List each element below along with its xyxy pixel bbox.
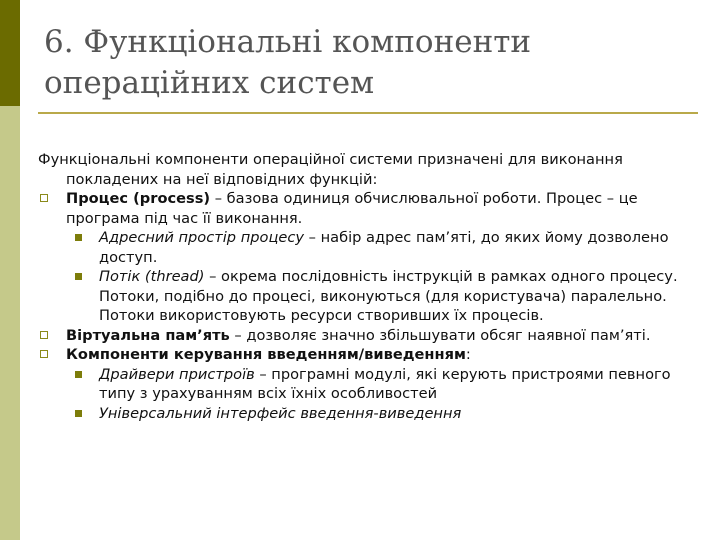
left-bar-dark-segment bbox=[0, 0, 20, 106]
slide-title bbox=[44, 22, 684, 104]
intro-paragraph: Функціональні компоненти операційної системи призначені для виконання покладених на неї відповідних функцій: bbox=[38, 151, 623, 188]
sub-item-thread bbox=[38, 267, 688, 326]
square-filled-bullet-icon bbox=[75, 273, 82, 280]
slide-title-line-2: операційних систем bbox=[44, 65, 375, 101]
title-underline bbox=[38, 112, 698, 114]
term-device-drivers: Драйвери пристроїв bbox=[99, 365, 255, 383]
text-virtual-memory: – дозволяє значно збільшувати обсяг наявної пам’яті. bbox=[229, 326, 651, 344]
term-address-space: Адресний простір процесу bbox=[99, 229, 305, 246]
sub-item-device-drivers bbox=[38, 365, 688, 404]
square-filled-bullet-icon bbox=[75, 410, 82, 417]
list-item-process bbox=[38, 189, 688, 228]
slide-title-line-1: 6. Функціональні компоненти bbox=[44, 24, 532, 60]
decorative-left-bar bbox=[0, 0, 20, 540]
list-item-virtual-memory bbox=[38, 326, 688, 346]
text-process: – базова одиниця обчислювальної роботи. Процес – це програма під час її виконання. bbox=[66, 190, 638, 227]
term-io-components: Компоненти керування введенням/виведенням bbox=[66, 346, 466, 363]
sub-item-address-space bbox=[38, 228, 688, 267]
term-universal-io-interface: Універсальний інтерфейс введення-виведення bbox=[99, 404, 462, 422]
square-outline-bullet-icon bbox=[40, 194, 48, 202]
square-outline-bullet-icon bbox=[40, 331, 48, 339]
sub-item-universal-io-interface bbox=[38, 404, 688, 424]
list-item-io-components bbox=[38, 345, 688, 365]
slide-body bbox=[38, 150, 688, 423]
square-outline-bullet-icon bbox=[40, 350, 48, 358]
square-filled-bullet-icon bbox=[75, 371, 82, 378]
text-device-drivers: – програмні модулі, які керують пристроями певного типу з урахуванням всіх їхніх особливостей bbox=[99, 365, 671, 402]
text-io-components: : bbox=[465, 346, 471, 363]
square-filled-bullet-icon bbox=[75, 234, 82, 241]
term-virtual-memory: Віртуальна пам’ять bbox=[66, 326, 230, 344]
term-thread: Потік (thread) bbox=[99, 268, 205, 285]
text-address-space: – набір адрес пам’яті, до яких йому дозволено доступ. bbox=[99, 229, 669, 266]
text-thread: – окрема послідовність інструкцій в рамках одного процесу. Потоки, подібно до процесі, виконуються (для користувача) паралельно. Потоки використовують ресурси створивших їх процесів. bbox=[99, 268, 678, 324]
term-process: Процес (process) bbox=[66, 190, 211, 207]
left-bar-light-segment bbox=[0, 106, 20, 540]
